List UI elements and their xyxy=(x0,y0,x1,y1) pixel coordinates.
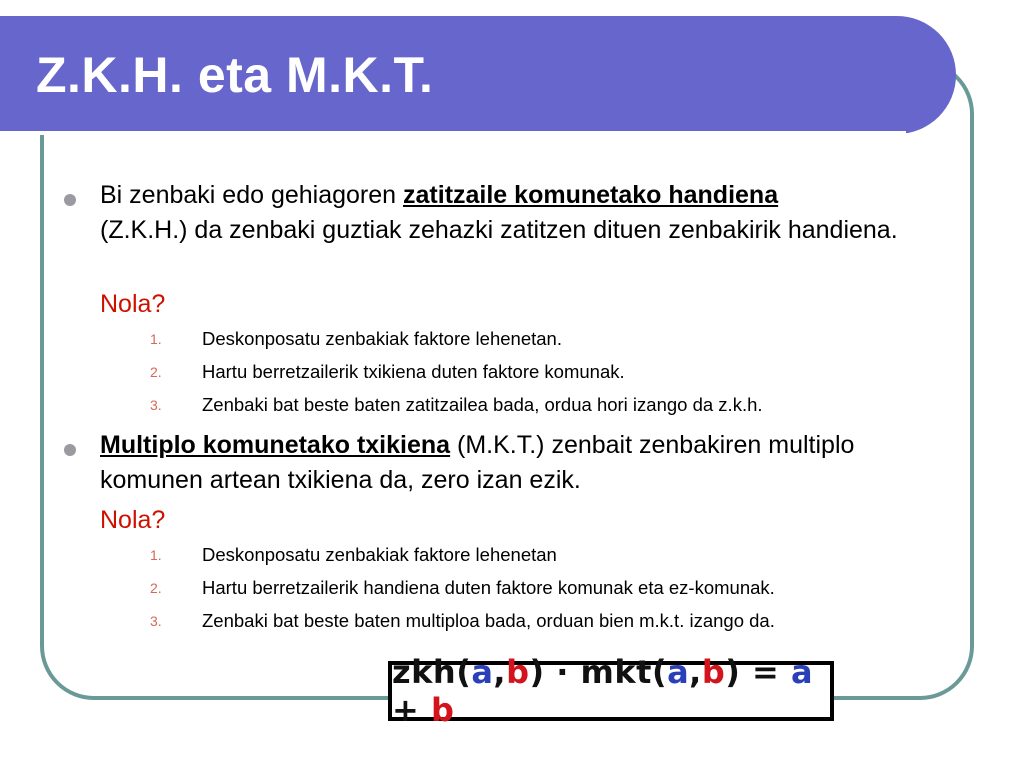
step-number: 1. xyxy=(150,547,162,563)
bullet-2-term: Multiplo komunetako txikiena xyxy=(100,431,451,459)
step-text: Deskonposatu zenbakiak faktore lehenetan. xyxy=(202,328,562,349)
formula-var-a: a xyxy=(667,653,690,691)
step-number: 2. xyxy=(150,580,162,596)
formula-dot: · xyxy=(556,653,569,691)
step-number: 3. xyxy=(150,613,162,629)
step-item xyxy=(150,577,775,610)
step-text: Hartu berretzailerik txikiena duten faktore komunak. xyxy=(202,361,625,382)
bullet-1-text xyxy=(100,178,900,248)
formula-equals: = xyxy=(752,653,780,691)
bullet-1-after: (Z.K.H.) da zenbaki guztiak zehazki zatitzen dituen zenbakirik handiena. xyxy=(100,216,898,244)
formula-var-a: a xyxy=(790,653,814,691)
formula-var-b: b xyxy=(506,653,530,691)
formula-mkt: mkt xyxy=(580,653,652,691)
formula-paren-open: ( xyxy=(651,653,668,691)
step-text: Deskonposatu zenbakiak faktore lehenetan xyxy=(202,544,557,565)
step-item xyxy=(150,394,763,427)
bullet-2-steps xyxy=(150,544,775,643)
formula-paren-open: ( xyxy=(456,653,472,691)
step-item xyxy=(150,361,763,394)
step-item xyxy=(150,610,775,643)
bullet-1-steps xyxy=(150,328,763,427)
bullet-1-term: zatitzaile komunetako handiena xyxy=(403,181,779,209)
formula-box xyxy=(388,653,834,729)
step-number: 2. xyxy=(150,364,162,380)
formula-var-b: b xyxy=(701,653,726,691)
formula-zkh: zkh xyxy=(392,653,457,691)
formula-var-a: a xyxy=(471,653,494,691)
bullet-2-after: (M.K.T.) zenbait zenbakiren multiplo komunen artean txikiena da, zero izan ezik. xyxy=(100,431,855,494)
step-number: 1. xyxy=(150,331,162,347)
formula-paren-close: ) xyxy=(725,653,741,691)
step-item xyxy=(150,544,775,577)
bullet-dot-icon xyxy=(64,194,76,206)
bullet-1-before: Bi zenbaki edo gehiagoren xyxy=(100,181,404,209)
bullet-1-how: Nola? xyxy=(100,290,166,318)
step-text: Zenbaki bat beste baten multiploa bada, orduan bien m.k.t. izango da. xyxy=(202,610,775,631)
step-number: 3. xyxy=(150,397,162,413)
step-text: Zenbaki bat beste baten zatitzailea bada, ordua hori izango da z.k.h. xyxy=(202,394,763,415)
title-underline xyxy=(0,131,906,135)
formula-var-b: b xyxy=(430,691,455,729)
bullet-2-text xyxy=(100,428,900,498)
bullet-dot-icon xyxy=(64,444,76,456)
step-text: Hartu berretzailerik handiena duten faktore komunak eta ez-komunak. xyxy=(202,577,775,598)
formula-plus: + xyxy=(392,691,420,729)
formula-comma: , xyxy=(493,653,507,691)
formula-comma: , xyxy=(689,653,702,691)
formula-paren-close: ) xyxy=(529,653,545,691)
formula xyxy=(392,653,830,729)
bullet-2-how: Nola? xyxy=(100,506,166,534)
slide-title: Z.K.H. eta M.K.T. xyxy=(36,47,434,103)
step-item xyxy=(150,328,763,361)
